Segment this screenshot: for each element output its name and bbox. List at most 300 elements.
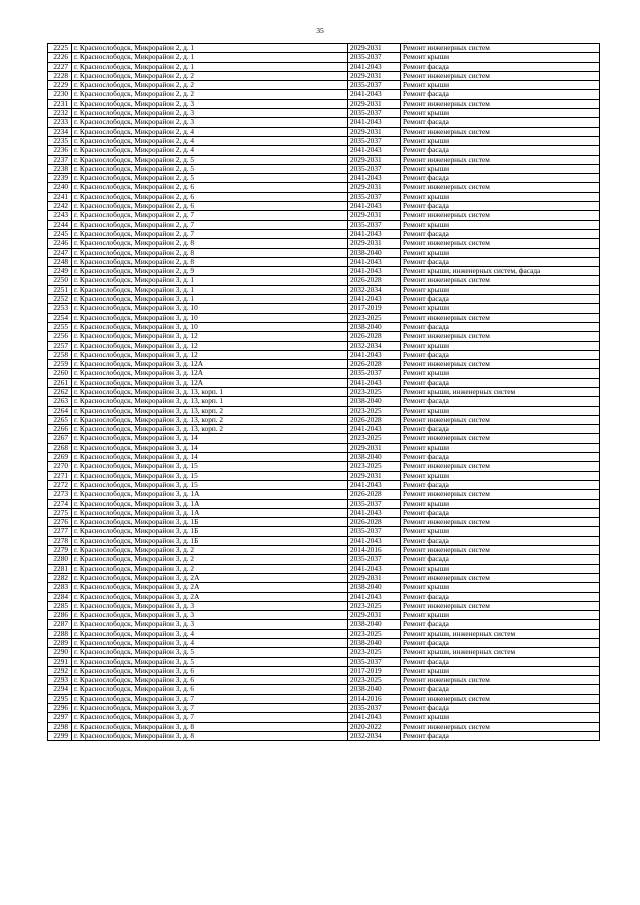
- row-number-cell: 2294: [48, 685, 72, 694]
- table-row: [48, 471, 600, 480]
- period-cell: 2026-2028: [348, 490, 401, 499]
- table-row: [48, 434, 600, 443]
- period-cell: 2038-2040: [348, 397, 401, 406]
- period-cell: 2035-2037: [348, 164, 401, 173]
- work-type-cell: Ремонт крыши: [401, 583, 600, 592]
- table-row: [48, 267, 600, 276]
- period-cell: 2017-2019: [348, 666, 401, 675]
- address-cell: г. Краснослободск, Микрорайон 3, д. 1: [72, 295, 348, 304]
- period-cell: 2029-2031: [348, 44, 401, 53]
- period-cell: 2035-2037: [348, 109, 401, 118]
- period-cell: 2041-2043: [348, 257, 401, 266]
- work-type-cell: Ремонт крыши: [401, 369, 600, 378]
- row-number-cell: 2244: [48, 220, 72, 229]
- row-number-cell: 2232: [48, 109, 72, 118]
- work-type-cell: Ремонт фасада: [401, 480, 600, 489]
- address-cell: г. Краснослободск, Микрорайон 2, д. 1: [72, 44, 348, 53]
- row-number-cell: 2281: [48, 564, 72, 573]
- table-row: [48, 332, 600, 341]
- repair-schedule-table: [47, 43, 600, 741]
- address-cell: г. Краснослободск, Микрорайон 3, д. 13, корп. 1: [72, 387, 348, 396]
- address-cell: г. Краснослободск, Микрорайон 2, д. 1: [72, 53, 348, 62]
- address-cell: г. Краснослободск, Микрорайон 3, д. 12А: [72, 378, 348, 387]
- address-cell: г. Краснослободск, Микрорайон 3, д. 5: [72, 657, 348, 666]
- address-cell: г. Краснослободск, Микрорайон 2, д. 8: [72, 248, 348, 257]
- table-row: [48, 480, 600, 489]
- table-row: [48, 443, 600, 452]
- period-cell: 2035-2037: [348, 499, 401, 508]
- table-row: [48, 704, 600, 713]
- address-cell: г. Краснослободск, Микрорайон 3, д. 8: [72, 722, 348, 731]
- table-row: [48, 731, 600, 740]
- row-number-cell: 2227: [48, 62, 72, 71]
- period-cell: 2035-2037: [348, 657, 401, 666]
- table-row: [48, 248, 600, 257]
- period-cell: 2026-2028: [348, 276, 401, 285]
- table-row: [48, 518, 600, 527]
- address-cell: г. Краснослободск, Микрорайон 2, д. 5: [72, 164, 348, 173]
- row-number-cell: 2229: [48, 81, 72, 90]
- address-cell: г. Краснослободск, Микрорайон 3, д. 1: [72, 285, 348, 294]
- row-number-cell: 2262: [48, 387, 72, 396]
- table-row: [48, 257, 600, 266]
- row-number-cell: 2288: [48, 629, 72, 638]
- table-row: [48, 666, 600, 675]
- row-number-cell: 2255: [48, 322, 72, 331]
- table-row: [48, 239, 600, 248]
- work-type-cell: Ремонт фасада: [401, 378, 600, 387]
- row-number-cell: 2289: [48, 639, 72, 648]
- row-number-cell: 2259: [48, 360, 72, 369]
- address-cell: г. Краснослободск, Микрорайон 2, д. 7: [72, 229, 348, 238]
- table-row: [48, 127, 600, 136]
- work-type-cell: Ремонт фасада: [401, 536, 600, 545]
- period-cell: 2029-2031: [348, 471, 401, 480]
- table-row: [48, 722, 600, 731]
- row-number-cell: 2275: [48, 508, 72, 517]
- period-cell: 2035-2037: [348, 527, 401, 536]
- row-number-cell: 2233: [48, 118, 72, 127]
- row-number-cell: 2257: [48, 341, 72, 350]
- row-number-cell: 2297: [48, 713, 72, 722]
- address-cell: г. Краснослободск, Микрорайон 3, д. 10: [72, 322, 348, 331]
- table-row: [48, 341, 600, 350]
- period-cell: 2023-2025: [348, 601, 401, 610]
- period-cell: 2029-2031: [348, 573, 401, 582]
- address-cell: г. Краснослободск, Микрорайон 2, д. 3: [72, 118, 348, 127]
- work-type-cell: Ремонт инженерных систем: [401, 183, 600, 192]
- work-type-cell: Ремонт фасада: [401, 62, 600, 71]
- row-number-cell: 2296: [48, 704, 72, 713]
- period-cell: 2029-2031: [348, 127, 401, 136]
- table-row: [48, 425, 600, 434]
- address-cell: г. Краснослободск, Микрорайон 2, д. 7: [72, 220, 348, 229]
- table-row: [48, 527, 600, 536]
- row-number-cell: 2291: [48, 657, 72, 666]
- row-number-cell: 2269: [48, 453, 72, 462]
- table-row: [48, 136, 600, 145]
- row-number-cell: 2246: [48, 239, 72, 248]
- page-number: 35: [316, 26, 324, 35]
- table-row: [48, 174, 600, 183]
- period-cell: 2041-2043: [348, 118, 401, 127]
- period-cell: 2029-2031: [348, 183, 401, 192]
- row-number-cell: 2235: [48, 136, 72, 145]
- row-number-cell: 2268: [48, 443, 72, 452]
- period-cell: 2017-2019: [348, 304, 401, 313]
- work-type-cell: Ремонт крыши: [401, 136, 600, 145]
- period-cell: 2032-2034: [348, 285, 401, 294]
- row-number-cell: 2238: [48, 164, 72, 173]
- table-row: [48, 118, 600, 127]
- table-row: [48, 276, 600, 285]
- work-type-cell: Ремонт инженерных систем: [401, 490, 600, 499]
- table-row: [48, 378, 600, 387]
- address-cell: г. Краснослободск, Микрорайон 3, д. 3: [72, 611, 348, 620]
- row-number-cell: 2290: [48, 648, 72, 657]
- period-cell: 2029-2031: [348, 239, 401, 248]
- period-cell: 2041-2043: [348, 267, 401, 276]
- work-type-cell: Ремонт крыши: [401, 341, 600, 350]
- work-type-cell: Ремонт инженерных систем: [401, 155, 600, 164]
- period-cell: 2026-2028: [348, 332, 401, 341]
- address-cell: г. Краснослободск, Микрорайон 3, д. 15: [72, 462, 348, 471]
- row-number-cell: 2279: [48, 546, 72, 555]
- work-type-cell: Ремонт инженерных систем: [401, 332, 600, 341]
- work-type-cell: Ремонт инженерных систем: [401, 434, 600, 443]
- table-row: [48, 629, 600, 638]
- period-cell: 2029-2031: [348, 99, 401, 108]
- work-type-cell: Ремонт инженерных систем: [401, 44, 600, 53]
- address-cell: г. Краснослободск, Микрорайон 3, д. 6: [72, 685, 348, 694]
- row-number-cell: 2230: [48, 90, 72, 99]
- table-row: [48, 155, 600, 164]
- row-number-cell: 2248: [48, 257, 72, 266]
- work-type-cell: Ремонт инженерных систем: [401, 313, 600, 322]
- period-cell: 2023-2025: [348, 406, 401, 415]
- work-type-cell: Ремонт фасада: [401, 731, 600, 740]
- table-row: [48, 322, 600, 331]
- table-row: [48, 313, 600, 322]
- period-cell: 2035-2037: [348, 53, 401, 62]
- address-cell: г. Краснослободск, Микрорайон 3, д. 2А: [72, 592, 348, 601]
- work-type-cell: Ремонт крыши: [401, 471, 600, 480]
- address-cell: г. Краснослободск, Микрорайон 3, д. 7: [72, 713, 348, 722]
- address-cell: г. Краснослободск, Микрорайон 2, д. 4: [72, 146, 348, 155]
- work-type-cell: Ремонт фасада: [401, 174, 600, 183]
- table-row: [48, 406, 600, 415]
- table-row: [48, 415, 600, 424]
- period-cell: 2035-2037: [348, 192, 401, 201]
- work-type-cell: Ремонт фасада: [401, 397, 600, 406]
- period-cell: 2029-2031: [348, 71, 401, 80]
- period-cell: 2023-2025: [348, 387, 401, 396]
- table-row: [48, 508, 600, 517]
- row-number-cell: 2270: [48, 462, 72, 471]
- row-number-cell: 2293: [48, 676, 72, 685]
- row-number-cell: 2292: [48, 666, 72, 675]
- work-type-cell: Ремонт инженерных систем: [401, 360, 600, 369]
- row-number-cell: 2276: [48, 518, 72, 527]
- address-cell: г. Краснослободск, Микрорайон 3, д. 14: [72, 443, 348, 452]
- work-type-cell: Ремонт фасада: [401, 620, 600, 629]
- table-row: [48, 490, 600, 499]
- row-number-cell: 2277: [48, 527, 72, 536]
- table-row: [48, 350, 600, 359]
- address-cell: г. Краснослободск, Микрорайон 3, д. 2: [72, 555, 348, 564]
- row-number-cell: 2271: [48, 471, 72, 480]
- period-cell: 2041-2043: [348, 508, 401, 517]
- address-cell: г. Краснослободск, Микрорайон 2, д. 6: [72, 192, 348, 201]
- row-number-cell: 2243: [48, 211, 72, 220]
- period-cell: 2029-2031: [348, 211, 401, 220]
- address-cell: г. Краснослободск, Микрорайон 2, д. 4: [72, 136, 348, 145]
- address-cell: г. Краснослободск, Микрорайон 3, д. 6: [72, 676, 348, 685]
- address-cell: г. Краснослободск, Микрорайон 2, д. 7: [72, 211, 348, 220]
- period-cell: 2023-2025: [348, 462, 401, 471]
- table-row: [48, 220, 600, 229]
- table-row: [48, 99, 600, 108]
- work-type-cell: Ремонт инженерных систем: [401, 546, 600, 555]
- work-type-cell: Ремонт крыши: [401, 248, 600, 257]
- row-number-cell: 2247: [48, 248, 72, 257]
- work-type-cell: Ремонт фасада: [401, 118, 600, 127]
- address-cell: г. Краснослободск, Микрорайон 3, д. 1А: [72, 490, 348, 499]
- address-cell: г. Краснослободск, Микрорайон 3, д. 7: [72, 704, 348, 713]
- work-type-cell: Ремонт крыши: [401, 666, 600, 675]
- address-cell: г. Краснослободск, Микрорайон 3, д. 5: [72, 648, 348, 657]
- work-type-cell: Ремонт фасада: [401, 592, 600, 601]
- work-type-cell: Ремонт инженерных систем: [401, 415, 600, 424]
- row-number-cell: 2264: [48, 406, 72, 415]
- table-row: [48, 81, 600, 90]
- period-cell: 2041-2043: [348, 713, 401, 722]
- work-type-cell: Ремонт инженерных систем: [401, 99, 600, 108]
- table-row: [48, 546, 600, 555]
- work-type-cell: Ремонт инженерных систем: [401, 601, 600, 610]
- table-row: [48, 536, 600, 545]
- work-type-cell: Ремонт инженерных систем: [401, 722, 600, 731]
- period-cell: 2029-2031: [348, 443, 401, 452]
- row-number-cell: 2284: [48, 592, 72, 601]
- period-cell: 2041-2043: [348, 350, 401, 359]
- period-cell: 2020-2022: [348, 722, 401, 731]
- table-row: [48, 53, 600, 62]
- address-cell: г. Краснослободск, Микрорайон 3, д. 15: [72, 471, 348, 480]
- table-row: [48, 202, 600, 211]
- row-number-cell: 2285: [48, 601, 72, 610]
- period-cell: 2023-2025: [348, 434, 401, 443]
- work-type-cell: Ремонт крыши: [401, 285, 600, 294]
- table-row: [48, 611, 600, 620]
- table-row: [48, 555, 600, 564]
- table-row: [48, 295, 600, 304]
- address-cell: г. Краснослободск, Микрорайон 3, д. 8: [72, 731, 348, 740]
- row-number-cell: 2272: [48, 480, 72, 489]
- work-type-cell: Ремонт крыши: [401, 564, 600, 573]
- row-number-cell: 2282: [48, 573, 72, 582]
- work-type-cell: Ремонт фасада: [401, 657, 600, 666]
- work-type-cell: Ремонт фасада: [401, 425, 600, 434]
- work-type-cell: Ремонт фасада: [401, 90, 600, 99]
- row-number-cell: 2261: [48, 378, 72, 387]
- work-type-cell: Ремонт фасада: [401, 555, 600, 564]
- table-row: [48, 676, 600, 685]
- row-number-cell: 2280: [48, 555, 72, 564]
- period-cell: 2041-2043: [348, 202, 401, 211]
- address-cell: г. Краснослободск, Микрорайон 3, д. 1: [72, 276, 348, 285]
- period-cell: 2041-2043: [348, 174, 401, 183]
- period-cell: 2041-2043: [348, 378, 401, 387]
- work-type-cell: Ремонт фасада: [401, 685, 600, 694]
- table-row: [48, 564, 600, 573]
- period-cell: 2035-2037: [348, 555, 401, 564]
- period-cell: 2041-2043: [348, 90, 401, 99]
- row-number-cell: 2254: [48, 313, 72, 322]
- period-cell: 2041-2043: [348, 229, 401, 238]
- work-type-cell: Ремонт фасада: [401, 350, 600, 359]
- period-cell: 2038-2040: [348, 620, 401, 629]
- period-cell: 2035-2037: [348, 220, 401, 229]
- work-type-cell: Ремонт инженерных систем: [401, 239, 600, 248]
- period-cell: 2041-2043: [348, 564, 401, 573]
- table-row: [48, 657, 600, 666]
- address-cell: г. Краснослободск, Микрорайон 3, д. 2: [72, 564, 348, 573]
- address-cell: г. Краснослободск, Микрорайон 3, д. 10: [72, 304, 348, 313]
- period-cell: 2026-2028: [348, 360, 401, 369]
- work-type-cell: Ремонт крыши: [401, 109, 600, 118]
- work-type-cell: Ремонт крыши: [401, 443, 600, 452]
- row-number-cell: 2239: [48, 174, 72, 183]
- table-row: [48, 592, 600, 601]
- row-number-cell: 2266: [48, 425, 72, 434]
- address-cell: г. Краснослободск, Микрорайон 3, д. 10: [72, 313, 348, 322]
- address-cell: г. Краснослободск, Микрорайон 2, д. 5: [72, 155, 348, 164]
- period-cell: 2023-2025: [348, 676, 401, 685]
- period-cell: 2038-2040: [348, 453, 401, 462]
- period-cell: 2041-2043: [348, 146, 401, 155]
- table-row: [48, 109, 600, 118]
- period-cell: 2038-2040: [348, 583, 401, 592]
- period-cell: 2035-2037: [348, 81, 401, 90]
- row-number-cell: 2237: [48, 155, 72, 164]
- address-cell: г. Краснослободск, Микрорайон 3, д. 1Б: [72, 527, 348, 536]
- work-type-cell: Ремонт инженерных систем: [401, 573, 600, 582]
- address-cell: г. Краснослободск, Микрорайон 3, д. 14: [72, 434, 348, 443]
- address-cell: г. Краснослободск, Микрорайон 2, д. 3: [72, 99, 348, 108]
- period-cell: 2035-2037: [348, 704, 401, 713]
- row-number-cell: 2278: [48, 536, 72, 545]
- address-cell: г. Краснослободск, Микрорайон 2, д. 9: [72, 267, 348, 276]
- table-row: [48, 229, 600, 238]
- row-number-cell: 2256: [48, 332, 72, 341]
- row-number-cell: 2295: [48, 694, 72, 703]
- work-type-cell: Ремонт инженерных систем: [401, 462, 600, 471]
- work-type-cell: Ремонт фасада: [401, 704, 600, 713]
- address-cell: г. Краснослободск, Микрорайон 3, д. 2А: [72, 573, 348, 582]
- period-cell: 2038-2040: [348, 639, 401, 648]
- period-cell: 2035-2037: [348, 136, 401, 145]
- table-row: [48, 397, 600, 406]
- work-type-cell: Ремонт инженерных систем: [401, 71, 600, 80]
- row-number-cell: 2251: [48, 285, 72, 294]
- row-number-cell: 2286: [48, 611, 72, 620]
- work-type-cell: Ремонт инженерных систем: [401, 694, 600, 703]
- work-type-cell: Ремонт крыши, инженерных систем, фасада: [401, 267, 600, 276]
- address-cell: г. Краснослободск, Микрорайон 3, д. 12А: [72, 369, 348, 378]
- table-row: [48, 387, 600, 396]
- work-type-cell: Ремонт крыши: [401, 713, 600, 722]
- row-number-cell: 2265: [48, 415, 72, 424]
- row-number-cell: 2274: [48, 499, 72, 508]
- table-row: [48, 583, 600, 592]
- table-row: [48, 183, 600, 192]
- table-row: [48, 285, 600, 294]
- address-cell: г. Краснослободск, Микрорайон 2, д. 8: [72, 239, 348, 248]
- row-number-cell: 2241: [48, 192, 72, 201]
- work-type-cell: Ремонт крыши: [401, 611, 600, 620]
- address-cell: г. Краснослободск, Микрорайон 3, д. 1А: [72, 508, 348, 517]
- period-cell: 2038-2040: [348, 685, 401, 694]
- work-type-cell: Ремонт крыши: [401, 53, 600, 62]
- work-type-cell: Ремонт крыши, инженерных систем: [401, 387, 600, 396]
- table-row: [48, 620, 600, 629]
- address-cell: г. Краснослободск, Микрорайон 2, д. 8: [72, 257, 348, 266]
- row-number-cell: 2260: [48, 369, 72, 378]
- address-cell: г. Краснослободск, Микрорайон 3, д. 13, корп. 2: [72, 406, 348, 415]
- address-cell: г. Краснослободск, Микрорайон 3, д. 13, корп. 1: [72, 397, 348, 406]
- address-cell: г. Краснослободск, Микрорайон 3, д. 14: [72, 453, 348, 462]
- row-number-cell: 2234: [48, 127, 72, 136]
- work-type-cell: Ремонт крыши, инженерных систем: [401, 648, 600, 657]
- work-type-cell: Ремонт инженерных систем: [401, 676, 600, 685]
- row-number-cell: 2236: [48, 146, 72, 155]
- row-number-cell: 2245: [48, 229, 72, 238]
- period-cell: 2038-2040: [348, 248, 401, 257]
- row-number-cell: 2249: [48, 267, 72, 276]
- row-number-cell: 2242: [48, 202, 72, 211]
- row-number-cell: 2287: [48, 620, 72, 629]
- work-type-cell: Ремонт фасада: [401, 322, 600, 331]
- period-cell: 2014-2016: [348, 694, 401, 703]
- period-cell: 2041-2043: [348, 592, 401, 601]
- row-number-cell: 2250: [48, 276, 72, 285]
- row-number-cell: 2273: [48, 490, 72, 499]
- work-type-cell: Ремонт фасада: [401, 639, 600, 648]
- address-cell: г. Краснослободск, Микрорайон 3, д. 15: [72, 480, 348, 489]
- table-row: [48, 71, 600, 80]
- table-row: [48, 601, 600, 610]
- table-row: [48, 146, 600, 155]
- period-cell: 2041-2043: [348, 480, 401, 489]
- work-type-cell: Ремонт фасада: [401, 257, 600, 266]
- work-type-cell: Ремонт крыши, инженерных систем: [401, 629, 600, 638]
- table-row: [48, 164, 600, 173]
- table-row: [48, 462, 600, 471]
- row-number-cell: 2240: [48, 183, 72, 192]
- address-cell: г. Краснослободск, Микрорайон 3, д. 3: [72, 601, 348, 610]
- address-cell: г. Краснослободск, Микрорайон 2, д. 3: [72, 109, 348, 118]
- table-row: [48, 639, 600, 648]
- row-number-cell: 2252: [48, 295, 72, 304]
- address-cell: г. Краснослободск, Микрорайон 3, д. 4: [72, 639, 348, 648]
- period-cell: 2026-2028: [348, 518, 401, 527]
- row-number-cell: 2225: [48, 44, 72, 53]
- row-number-cell: 2299: [48, 731, 72, 740]
- table-row: [48, 685, 600, 694]
- address-cell: г. Краснослободск, Микрорайон 3, д. 2: [72, 546, 348, 555]
- table-row: [48, 304, 600, 313]
